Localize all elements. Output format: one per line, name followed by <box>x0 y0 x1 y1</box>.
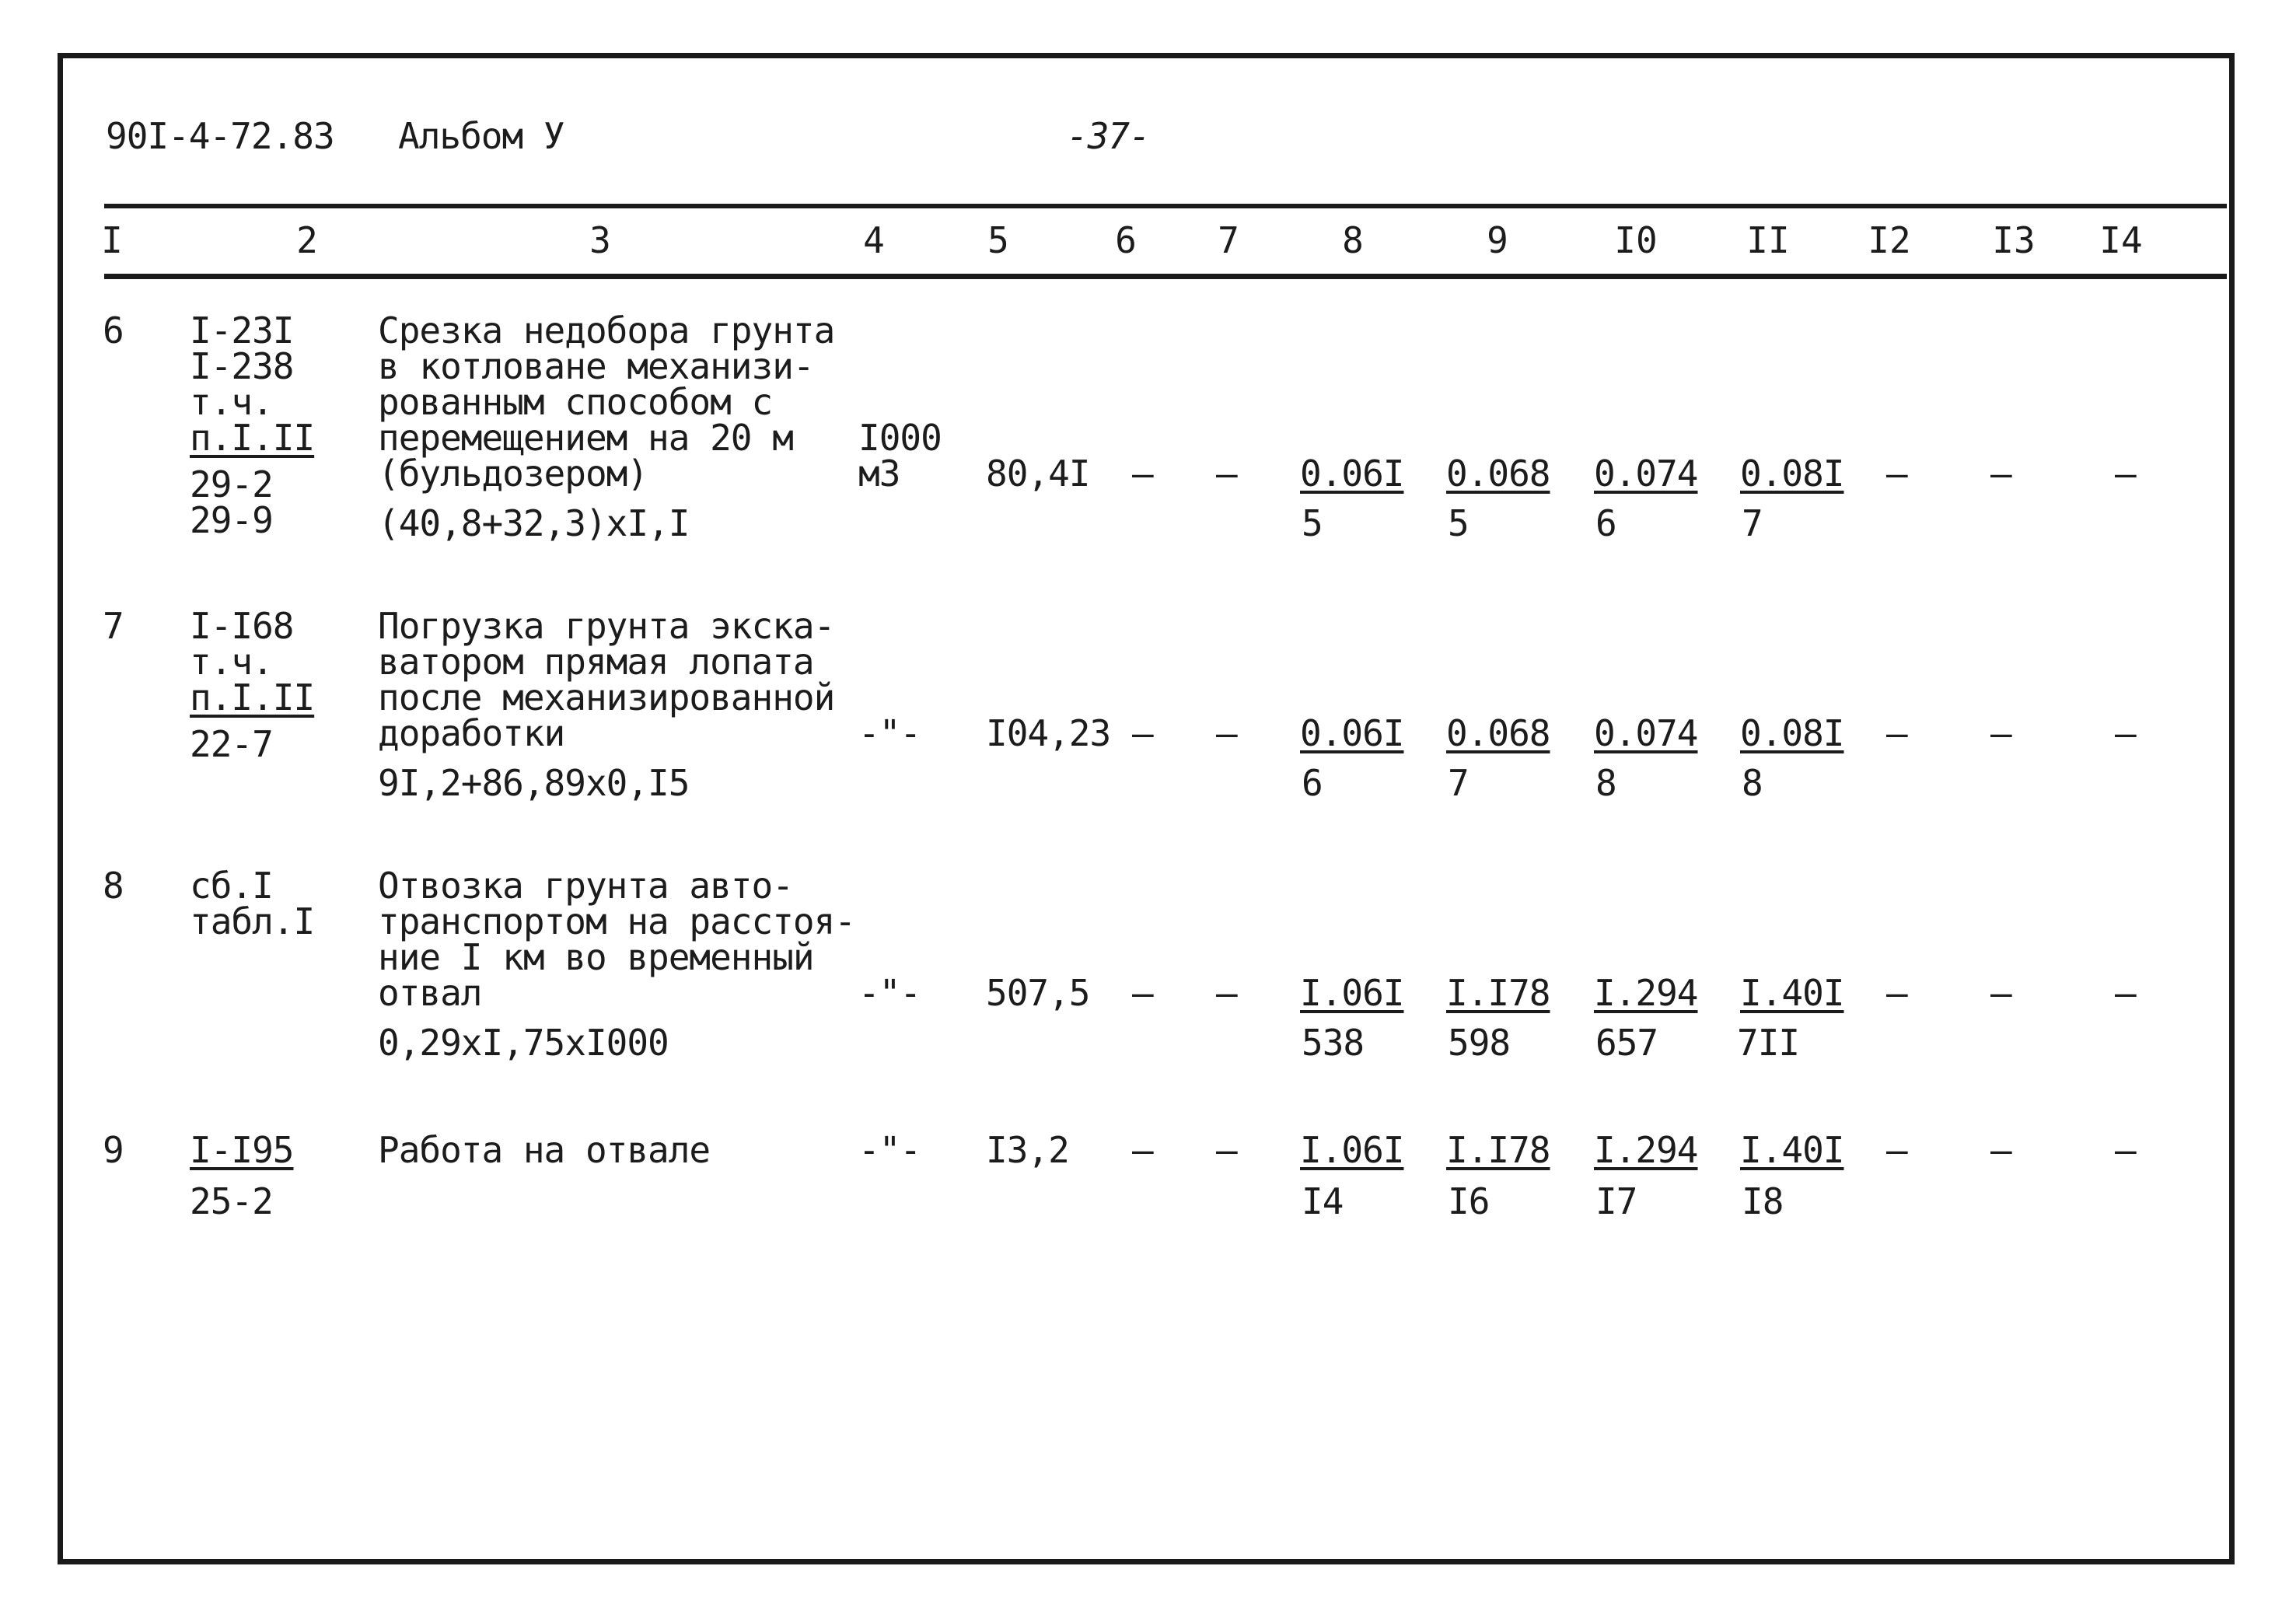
quantity: I04,23 <box>986 712 1111 754</box>
col7-value: – <box>1216 972 1237 1014</box>
norm-code: 22-7 <box>190 723 273 765</box>
value-col9: 7 <box>1448 762 1469 804</box>
coef-col11: I.40I <box>1740 972 1844 1014</box>
norm-ref: I-238 <box>190 345 294 387</box>
col12-value: – <box>1886 1129 1907 1171</box>
description-line: транспортом на расстоя- <box>378 900 855 942</box>
unit: I000 <box>858 417 942 459</box>
col-5: 5 <box>987 219 1009 261</box>
header-rule-top <box>104 204 2227 208</box>
unit: -"- <box>858 712 921 754</box>
quantity-formula: (40,8+32,3)xI,I <box>378 502 690 544</box>
col12-value: – <box>1886 972 1907 1014</box>
col7-value: – <box>1216 712 1237 754</box>
col6-value: – <box>1132 712 1153 754</box>
col-9: 9 <box>1487 219 1508 261</box>
col14-value: – <box>2115 1129 2136 1171</box>
value-col11: I8 <box>1742 1180 1784 1222</box>
coef-col11: 0.08I <box>1740 712 1844 754</box>
quantity: 507,5 <box>986 972 1090 1014</box>
row-number: 6 <box>103 309 124 351</box>
col14-value: – <box>2115 712 2136 754</box>
norm-ref: т.ч. <box>190 641 273 683</box>
coef-col8: I.06I <box>1300 972 1404 1014</box>
coef-col8: 0.06I <box>1300 712 1404 754</box>
description-line: Срезка недобора грунта <box>378 309 835 351</box>
quantity-formula: 0,29xI,75xI000 <box>378 1022 669 1064</box>
col14-value: – <box>2115 453 2136 495</box>
unit: м3 <box>858 453 900 495</box>
coef-col8: 0.06I <box>1300 453 1404 495</box>
row-number: 7 <box>103 605 124 647</box>
col7-value: – <box>1216 1129 1237 1171</box>
value-col9: 598 <box>1448 1022 1511 1064</box>
quantity-formula: 9I,2+86,89x0,I5 <box>378 762 690 804</box>
norm-ref-underlined: I-I95 <box>190 1129 294 1171</box>
col13-value: – <box>1990 972 2011 1014</box>
col7-value: – <box>1216 453 1237 495</box>
norm-ref: I-23I <box>190 309 294 351</box>
value-col8: I4 <box>1302 1180 1344 1222</box>
row-number: 8 <box>103 865 124 907</box>
col12-value: – <box>1886 712 1907 754</box>
col6-value: – <box>1132 1129 1153 1171</box>
unit: -"- <box>858 1129 921 1171</box>
norm-code: 29-2 <box>190 463 273 505</box>
value-col11: 8 <box>1742 762 1763 804</box>
description-line: ватором прямая лопата <box>378 641 814 683</box>
quantity: I3,2 <box>986 1129 1069 1171</box>
value-col9: I6 <box>1448 1180 1490 1222</box>
value-col10: 8 <box>1595 762 1616 804</box>
col-7: 7 <box>1218 219 1239 261</box>
col-3: 3 <box>589 219 611 261</box>
coef-col10: 0.074 <box>1594 712 1698 754</box>
coef-col10: I.294 <box>1594 972 1698 1014</box>
col6-value: – <box>1132 453 1153 495</box>
page-number: -37- <box>1067 115 1150 157</box>
value-col10: 657 <box>1595 1022 1658 1064</box>
description-line: рованным способом с <box>378 381 773 423</box>
value-col10: 6 <box>1595 502 1616 544</box>
value-col9: 5 <box>1448 502 1469 544</box>
col6-value: – <box>1132 972 1153 1014</box>
col-14: I4 <box>2099 219 2143 261</box>
description-line: доработки <box>378 712 565 754</box>
col13-value: – <box>1990 1129 2011 1171</box>
value-col11: 7II <box>1737 1022 1800 1064</box>
coef-col9: I.I78 <box>1446 972 1550 1014</box>
value-col11: 7 <box>1742 502 1763 544</box>
description-line: после механизированной <box>378 676 835 718</box>
col-13: I3 <box>1992 219 2036 261</box>
norm-code: 29-9 <box>190 499 273 541</box>
description-line: в котловане механизи- <box>378 345 814 387</box>
norm-ref-underlined: п.I.II <box>190 417 315 459</box>
norm-ref: I-I68 <box>190 605 294 647</box>
coef-col10: 0.074 <box>1594 453 1698 495</box>
document-code: 90I-4-72.83 <box>106 115 334 157</box>
col14-value: – <box>2115 972 2136 1014</box>
col-8: 8 <box>1342 219 1364 261</box>
norm-ref: сб.I <box>190 865 273 907</box>
col13-value: – <box>1990 712 2011 754</box>
quantity: 80,4I <box>986 453 1090 495</box>
description-line: перемещением на 20 м <box>378 417 793 459</box>
col-6: 6 <box>1115 219 1137 261</box>
description-line: отвал <box>378 972 482 1014</box>
row-number: 9 <box>103 1129 124 1171</box>
coef-col8: I.06I <box>1300 1129 1404 1171</box>
description-line: Работа на отвале <box>378 1129 711 1171</box>
coef-col11: 0.08I <box>1740 453 1844 495</box>
coef-col10: I.294 <box>1594 1129 1698 1171</box>
coef-col9: 0.068 <box>1446 712 1550 754</box>
col13-value: – <box>1990 453 2011 495</box>
value-col8: 6 <box>1302 762 1323 804</box>
coef-col9: 0.068 <box>1446 453 1550 495</box>
unit: -"- <box>858 972 921 1014</box>
col-1: I <box>101 219 123 261</box>
coef-col9: I.I78 <box>1446 1129 1550 1171</box>
norm-ref-underlined: п.I.II <box>190 676 315 718</box>
description-line: (бульдозером) <box>378 453 648 495</box>
description-line: Погрузка грунта экска- <box>378 605 835 647</box>
col-12: I2 <box>1868 219 1911 261</box>
header-rule-bottom <box>104 274 2227 279</box>
value-col8: 538 <box>1302 1022 1365 1064</box>
album-label: Альбом У <box>398 115 564 157</box>
description-line: Отвозка грунта авто- <box>378 865 793 907</box>
col-4: 4 <box>863 219 885 261</box>
norm-ref: т.ч. <box>190 381 273 423</box>
coef-col11: I.40I <box>1740 1129 1844 1171</box>
col12-value: – <box>1886 453 1907 495</box>
col-11: II <box>1746 219 1790 261</box>
col-10: I0 <box>1614 219 1658 261</box>
value-col8: 5 <box>1302 502 1323 544</box>
norm-ref: табл.I <box>190 900 315 942</box>
page-border <box>58 53 2235 1564</box>
description-line: ние I км во временный <box>378 936 814 978</box>
col-2: 2 <box>296 219 318 261</box>
value-col10: I7 <box>1595 1180 1637 1222</box>
norm-code: 25-2 <box>190 1180 273 1222</box>
